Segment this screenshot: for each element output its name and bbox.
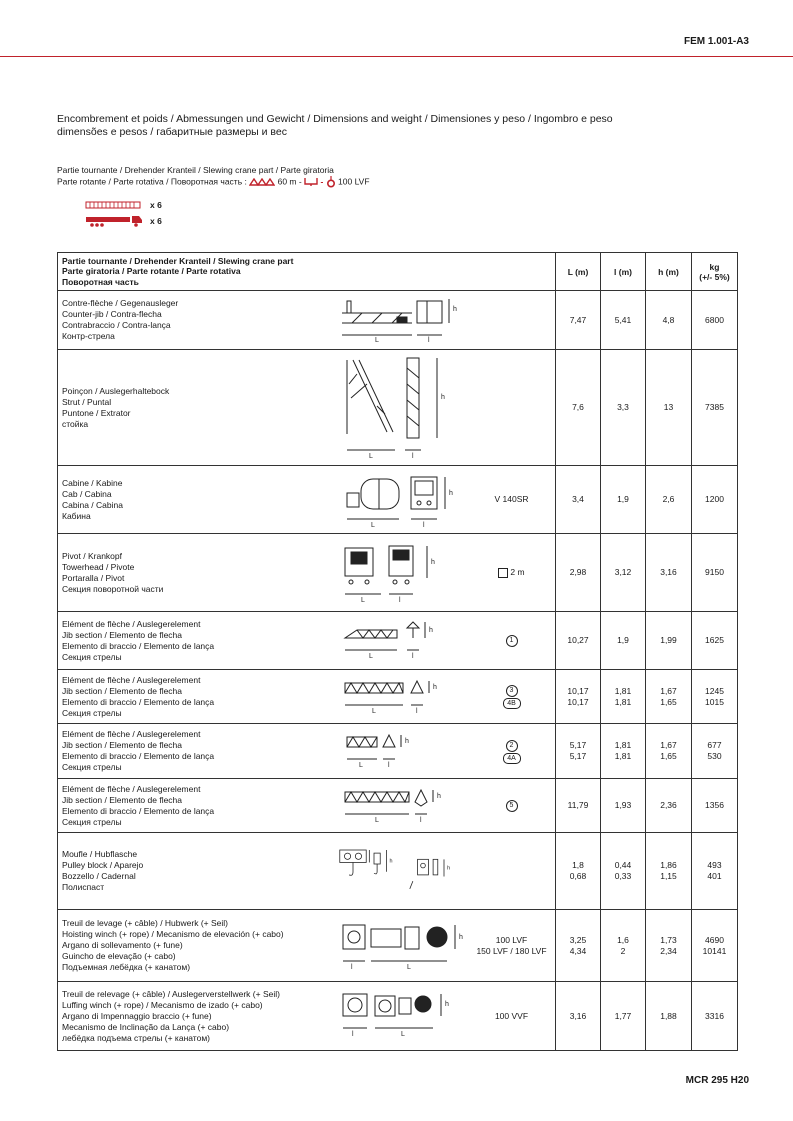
height-line-1: 1,86: [660, 860, 677, 870]
variant-label: [472, 567, 551, 578]
part-name: Portaralla / Pivot: [62, 572, 125, 583]
weight-value: [692, 910, 738, 982]
variant-label: V 140SR: [494, 494, 529, 504]
width-line-1: 1,81: [614, 685, 632, 696]
cab-drawing: [337, 471, 467, 529]
section-number-badge: 1: [506, 635, 518, 647]
length-value: [556, 833, 601, 910]
part-name: Bozzello / Cadernal: [62, 871, 136, 881]
weight-line-2: 1015: [705, 696, 724, 707]
svg-text:L: L: [359, 762, 363, 769]
part-name: Puntone / Extrator: [62, 407, 131, 418]
svg-text:h: h: [459, 933, 463, 941]
table-row: [58, 910, 738, 982]
hoisting-winch-drawing: [337, 915, 467, 977]
svg-text:L: L: [369, 452, 373, 460]
section-subtitle: [57, 165, 370, 188]
part-name: Contrabraccio / Contra-lança: [62, 320, 171, 330]
svg-text:L: L: [371, 521, 375, 529]
winch-model: 100 LVF: [338, 176, 370, 187]
svg-text:h: h: [445, 1001, 449, 1008]
width-value: 3,3: [601, 350, 646, 466]
weight-value: 9150: [692, 534, 738, 612]
length-value: 7,47: [556, 291, 601, 350]
weight-line-1: 493: [707, 860, 722, 870]
weight-value: 6800: [692, 291, 738, 350]
height-line-2: 1,65: [660, 696, 677, 707]
svg-text:h: h: [453, 306, 457, 313]
width-value: [601, 833, 646, 910]
length-line-1: 5,17: [569, 740, 587, 750]
part-name: Towerhead / Pivote: [62, 561, 135, 572]
part-name: Cabina / Cabina: [62, 499, 123, 510]
length-line-1: 1,8: [572, 860, 584, 870]
part-name: Strut / Puntal: [62, 396, 112, 407]
table-row: [58, 724, 738, 779]
wagon-count: x 6: [150, 200, 162, 210]
weight-value: [692, 724, 738, 779]
truck-row: [84, 213, 162, 229]
part-name: Moufle / Hubflasche: [62, 849, 138, 859]
title-line-1: Encombrement et poids / Abmessungen und Gewicht / Dimensions and weight / Dimensiones y peso / Ingombro e peso: [57, 113, 613, 125]
variant-label: [472, 739, 551, 764]
part-name: Elemento di braccio / Elemento de lança: [62, 805, 215, 816]
hook-icon: [304, 177, 318, 187]
variant-text: 2 m: [510, 567, 525, 577]
svg-text:h: h: [405, 738, 409, 745]
height-line-1: 1,67: [660, 740, 677, 750]
counter-jib-drawing: [337, 295, 467, 345]
weight-value: 1625: [692, 612, 738, 670]
height-line-2: 2,34: [660, 945, 677, 956]
width-value: [601, 670, 646, 724]
jib-section-drawing: [337, 618, 467, 664]
height-value: [646, 833, 692, 910]
part-name: Elément de flèche / Auslegerelement: [62, 618, 201, 629]
truck-icon: [84, 214, 144, 228]
table-row: [58, 466, 738, 534]
width-line-2: 0,33: [614, 871, 632, 881]
part-name: Guincho de elevação (+ cabo): [62, 951, 176, 961]
svg-text:l: l: [423, 521, 425, 529]
svg-text:l: l: [412, 452, 414, 460]
part-name: стойка: [62, 418, 89, 429]
weight-line-1: 677: [707, 740, 722, 750]
svg-text:l: l: [399, 596, 401, 604]
page-title: [57, 113, 737, 139]
part-name: лебёдка подъема стрелы (+ канатом): [62, 1032, 210, 1043]
length-value: [556, 910, 601, 982]
part-name: Contre-flèche / Gegenausleger: [62, 298, 179, 308]
height-column-header: h (m): [646, 253, 692, 291]
part-name: Секция стрелы: [62, 762, 122, 772]
variant-label: [472, 799, 551, 812]
part-name: Hoisting winch (+ rope) / Mecanismo de elevación (+ cabo): [62, 929, 284, 939]
jib-length: 60 m -: [277, 176, 302, 187]
width-value: 1,77: [601, 982, 646, 1051]
height-value: 1,99: [646, 612, 692, 670]
svg-text:h: h: [389, 858, 393, 865]
svg-text:l: l: [352, 1031, 354, 1038]
width-value: [601, 910, 646, 982]
part-name: Секция стрелы: [62, 816, 122, 827]
weight-column-header: [692, 253, 738, 291]
towerhead-drawing: [337, 540, 467, 606]
height-value: [646, 670, 692, 724]
svg-text:l: l: [416, 707, 418, 715]
section-square-icon: [498, 568, 508, 578]
svg-text:L: L: [372, 707, 376, 715]
wagon-icon: [84, 199, 144, 211]
height-line-2: 1,65: [660, 751, 677, 761]
subtitle-line-1: Partie tournante / Drehender Kranteil / Slewing crane part / Parte giratoria: [57, 165, 334, 175]
weight-line-1: 1245: [705, 685, 724, 696]
svg-text:L: L: [401, 1031, 405, 1038]
subtitle-line-2: [57, 176, 370, 188]
dash-text: -: [320, 176, 324, 187]
truck-count: x 6: [150, 216, 162, 226]
part-name: Elemento di braccio / Elemento de lança: [62, 751, 215, 761]
height-value: [646, 910, 692, 982]
jib-icon: [249, 178, 275, 186]
table-row: [58, 982, 738, 1051]
weight-line-2: 10141: [702, 945, 727, 956]
width-line-2: 2: [620, 945, 626, 956]
part-name: Argano di sollevamento (+ fune): [62, 940, 183, 950]
variant-label: [472, 684, 551, 709]
svg-text:h: h: [441, 393, 445, 401]
svg-text:h: h: [429, 626, 433, 634]
section-number-badge: 3: [506, 685, 518, 697]
height-value: 4,8: [646, 291, 692, 350]
weight-value: 1356: [692, 779, 738, 833]
height-value: 2,6: [646, 466, 692, 534]
width-value: 1,9: [601, 466, 646, 534]
height-line-1: 1,67: [660, 685, 677, 696]
part-name: Jib section / Elemento de flecha: [62, 794, 183, 805]
width-value: [601, 724, 646, 779]
table-row: [58, 534, 738, 612]
height-value: 1,88: [646, 982, 692, 1051]
jib-section-drawing: [337, 729, 467, 773]
part-name: Pulley block / Aparejo: [62, 860, 144, 870]
length-line-2: 0,68: [569, 871, 587, 881]
length-value: [556, 670, 601, 724]
height-value: [646, 724, 692, 779]
length-value: 11,79: [556, 779, 601, 833]
part-name: Кабина: [62, 510, 91, 521]
part-name: Cabine / Kabine: [62, 477, 123, 488]
length-line-2: 5,17: [569, 751, 587, 761]
variant-label: [472, 935, 551, 957]
table-row: [58, 833, 738, 910]
height-value: 3,16: [646, 534, 692, 612]
weight-value: 1200: [692, 466, 738, 534]
width-line-1: 0,44: [614, 860, 632, 870]
part-name: Секция поворотной части: [62, 583, 164, 594]
part-column-header: [58, 253, 556, 291]
part-name: Jib section / Elemento de flecha: [62, 685, 183, 696]
svg-text:L: L: [375, 816, 379, 824]
svg-text:h: h: [449, 489, 453, 497]
width-value: 1,93: [601, 779, 646, 833]
length-value: 10,27: [556, 612, 601, 670]
part-name: Elemento di braccio / Elemento de lança: [62, 696, 215, 707]
weight-line-2: 530: [707, 751, 722, 761]
part-name: Полиспаст: [62, 882, 105, 892]
svg-text:l: l: [412, 652, 414, 660]
svg-text:h: h: [447, 865, 451, 872]
strut-drawing: [337, 354, 467, 462]
width-line-2: 1,81: [614, 696, 632, 707]
svg-text:l: l: [388, 762, 390, 769]
svg-text:L: L: [375, 337, 379, 344]
part-name: Elément de flèche / Auslegerelement: [62, 674, 201, 685]
table-row: [58, 350, 738, 466]
width-value: 3,12: [601, 534, 646, 612]
jib-section-drawing: [337, 675, 467, 719]
part-name: Секция стрелы: [62, 707, 122, 718]
variant-label: 100 VVF: [494, 1010, 529, 1021]
svg-text:L: L: [369, 652, 373, 660]
title-line-2: dimensões e pesos / габаритные размеры и вес: [57, 126, 287, 138]
subtitle-prefix: Parte rotante / Parte rotativa / Поворотная часть :: [57, 176, 247, 187]
weight-value: [692, 670, 738, 724]
height-line-2: 1,15: [660, 871, 677, 881]
weight-value: 3316: [692, 982, 738, 1051]
table-row: [58, 670, 738, 724]
part-name: Treuil de relevage (+ câble) / Auslegerverstellwerk (+ Seil): [62, 988, 280, 999]
length-value: 2,98: [556, 534, 601, 612]
part-header-line-3: Поворотная часть: [62, 276, 139, 287]
width-line-1: 1,6: [617, 934, 629, 945]
part-name: Elément de flèche / Auslegerelement: [62, 783, 201, 794]
part-name: Jib section / Elemento de flecha: [62, 629, 183, 640]
part-name: Counter-jib / Contra-flecha: [62, 309, 162, 319]
variant-line-2: 150 LVF / 180 LVF: [476, 945, 547, 956]
jib-section-drawing: [337, 784, 467, 828]
length-value: [556, 724, 601, 779]
width-column-header: l (m): [601, 253, 646, 291]
section-number-badge: 4A: [503, 753, 521, 764]
part-header-line-1: Partie tournante / Drehender Kranteil / Slewing crane part: [62, 255, 294, 266]
wagon-row: [84, 197, 162, 213]
length-value: 3,4: [556, 466, 601, 534]
table-row: [58, 291, 738, 350]
part-name: Poinçon / Auslegerhaltebock: [62, 385, 170, 396]
width-line-1: 1,81: [614, 740, 632, 750]
width-line-2: 1,81: [614, 751, 632, 761]
weight-tolerance: (+/- 5%): [699, 271, 730, 282]
height-value: 2,36: [646, 779, 692, 833]
svg-text:h: h: [437, 792, 441, 800]
part-name: Mecanismo de Inclinação da Lança (+ cabo): [62, 1021, 230, 1032]
weight-unit: kg: [709, 261, 720, 272]
luffing-winch-drawing: [337, 986, 467, 1046]
length-value: 7,6: [556, 350, 601, 466]
svg-text:L: L: [407, 963, 411, 971]
table-row: [58, 612, 738, 670]
length-line-2: 10,17: [567, 696, 589, 707]
winch-icon: [326, 176, 336, 188]
part-name: Jib section / Elemento de flecha: [62, 740, 183, 750]
part-header-line-2: Parte giratoria / Parte rotante / Parte rotativa: [62, 266, 241, 277]
svg-text:L: L: [361, 596, 365, 604]
height-value: 13: [646, 350, 692, 466]
length-line-1: 10,17: [567, 685, 589, 696]
svg-text:l: l: [351, 963, 353, 971]
part-name: Контр-стрела: [62, 331, 115, 341]
weight-value: 7385: [692, 350, 738, 466]
dimensions-table: [57, 252, 738, 1051]
header-divider: [0, 56, 793, 57]
weight-value: [692, 833, 738, 910]
part-name: Секция стрелы: [62, 651, 122, 662]
table-row: [58, 779, 738, 833]
section-number-badge: 5: [506, 800, 518, 812]
pulley-block-drawing: [332, 838, 472, 904]
length-column-header: L (m): [556, 253, 601, 291]
width-value: 5,41: [601, 291, 646, 350]
part-name: Cab / Cabina: [62, 488, 112, 499]
height-line-1: 1,73: [660, 934, 677, 945]
variant-label: [472, 634, 551, 647]
part-name: Argano di Impennaggio braccio (+ fune): [62, 1010, 212, 1021]
weight-line-1: 4690: [705, 934, 724, 945]
svg-text:h: h: [431, 558, 435, 566]
svg-text:h: h: [433, 683, 437, 691]
weight-line-2: 401: [707, 871, 722, 881]
svg-text:l: l: [420, 816, 422, 824]
part-name: Luffing winch (+ rope) / Mecanismo de izado (+ cabo): [62, 999, 263, 1010]
part-name: Подъемная лебёдка (+ канатом): [62, 962, 191, 972]
length-line-2: 4,34: [569, 945, 587, 956]
document-code: FEM 1.001-A3: [683, 36, 749, 47]
svg-text:l: l: [428, 337, 430, 344]
part-name: Treuil de levage (+ câble) / Hubwerk (+ Seil): [62, 918, 228, 928]
table-header-row: [58, 253, 738, 291]
variant-line-1: 100 LVF: [495, 934, 528, 945]
part-name: Elément de flèche / Auslegerelement: [62, 729, 201, 739]
length-line-1: 3,25: [569, 934, 587, 945]
length-value: 3,16: [556, 982, 601, 1051]
model-name: MCR 295 H20: [685, 1075, 749, 1086]
width-value: 1,9: [601, 612, 646, 670]
part-name: Elemento di braccio / Elemento de lança: [62, 640, 215, 651]
part-name: Pivot / Krankopf: [62, 550, 123, 561]
transport-legend: [84, 197, 162, 229]
section-number-badge: 4B: [503, 698, 521, 709]
section-number-badge: 2: [506, 740, 518, 752]
